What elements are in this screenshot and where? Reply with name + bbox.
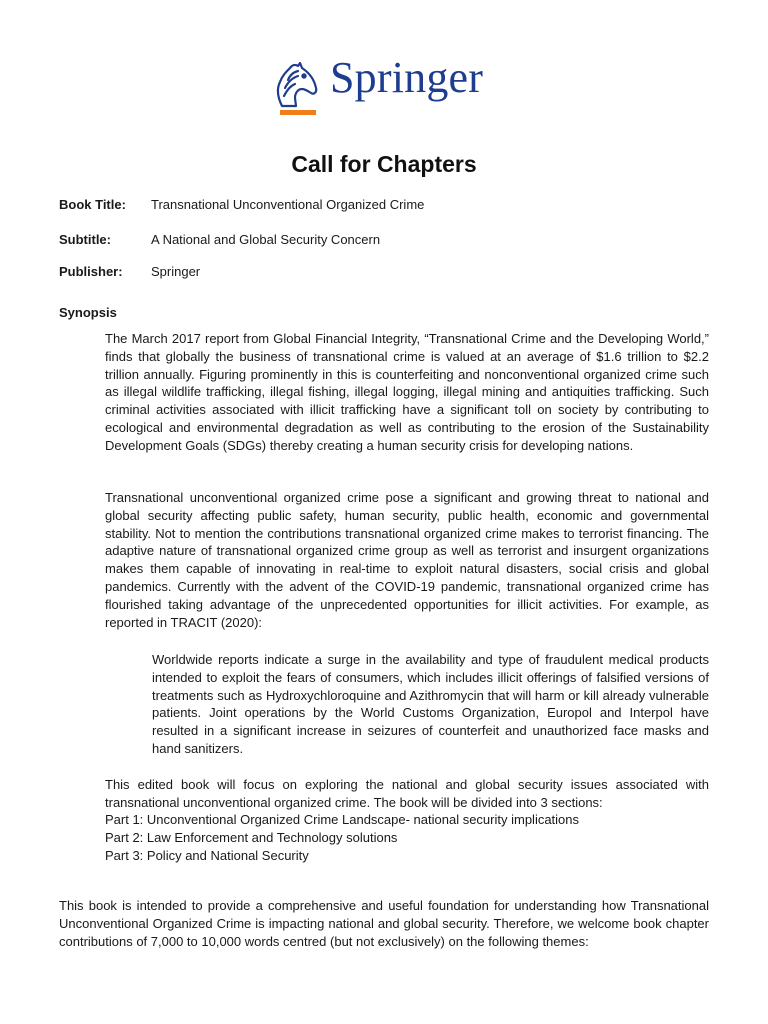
themes-intro-paragraph: This book is intended to provide a comprehensive and useful foundation for understanding how Transnational Unconventional Organized Crime is impacting national and global security. Therefore, we welcome book chapter contributions of 7,000 to 10,000 words centred (but not exclusively) on the following themes: xyxy=(59,898,709,949)
book-title-label: Book Title: xyxy=(59,197,126,212)
list-item: Part 2: Law Enforcement and Technology solutions xyxy=(105,829,398,845)
synopsis-paragraph-3: This edited book will focus on exploring the national and global security issues associated with transnational unconventional organized crime. The book will be divided into 3 sections: xyxy=(105,777,709,810)
chess-knight-horse-icon xyxy=(268,62,320,108)
block-quote: Worldwide reports indicate a surge in the availability and type of fraudulent medical products intended to exploit the fears of consumers, which includes illicit offerings of falsified versions of treatments such as Hydroxychloroquine and Azithromycin that will harm or kill already vulnerable patients. Joint operations by the World Customs Organization, Europol and Interpol have resulted in a significant increase in seizures of counterfeit and unauthorized face masks and hand sanitizers. xyxy=(152,652,709,756)
springer-logo xyxy=(268,53,508,120)
publisher-label: Publisher: xyxy=(59,264,123,279)
synopsis-paragraph-1: The March 2017 report from Global Financial Integrity, “Transnational Crime and the Developing World,” finds that globally the business of transnational crime is valued at an average of $1.6 trillion to $2.2 trillion annually. Figuring prominently in this is counterfeiting and nonconventional organized crime such as illegal wildlife trafficking, illegal fishing, illegal logging, illegal mining and antiquities trafficking. Such criminal activities associated with illicit trafficking have a significant toll on society by contributing to ecological and environmental degradation as well as contributing to the erosion of the Sustainability Development Goals (SDGs) thereby creating a human security crisis for developing nations. xyxy=(105,331,709,453)
synopsis-paragraph-2: Transnational unconventional organized crime pose a significant and growing threat to national and global security affecting public safety, human security, public health, economic and governmental stability. Not to mention the contributions transnational organized crime makes to terrorist financing. The adaptive nature of transnational organized crime group as well as terrorist and insurgent organizations makes them capable of innovating in real-time to exploit natural disasters, social crisis and global pandemics. Currently with the advent of the COVID-19 pandemic, transnational organized crime has flourished taking advantage of the unprecedented opportunities for illicit activities. For example, as reported in TRACIT (2020): xyxy=(105,490,709,630)
subtitle-value: A National and Global Security Concern xyxy=(151,232,381,247)
subtitle-label: Subtitle: xyxy=(59,232,111,247)
book-parts-list xyxy=(105,811,579,864)
book-title-value: Transnational Unconventional Organized Crime xyxy=(151,197,425,212)
list-item: Part 3: Policy and National Security xyxy=(105,847,309,863)
page-title: Call for Chapters xyxy=(291,151,477,177)
springer-wordmark: Springer xyxy=(330,53,484,102)
synopsis-heading: Synopsis xyxy=(59,305,117,320)
publisher-value: Springer xyxy=(151,264,201,279)
list-item: Part 1: Unconventional Organized Crime Landscape- national security implications xyxy=(105,812,580,827)
logo-accent-bar xyxy=(280,110,316,115)
